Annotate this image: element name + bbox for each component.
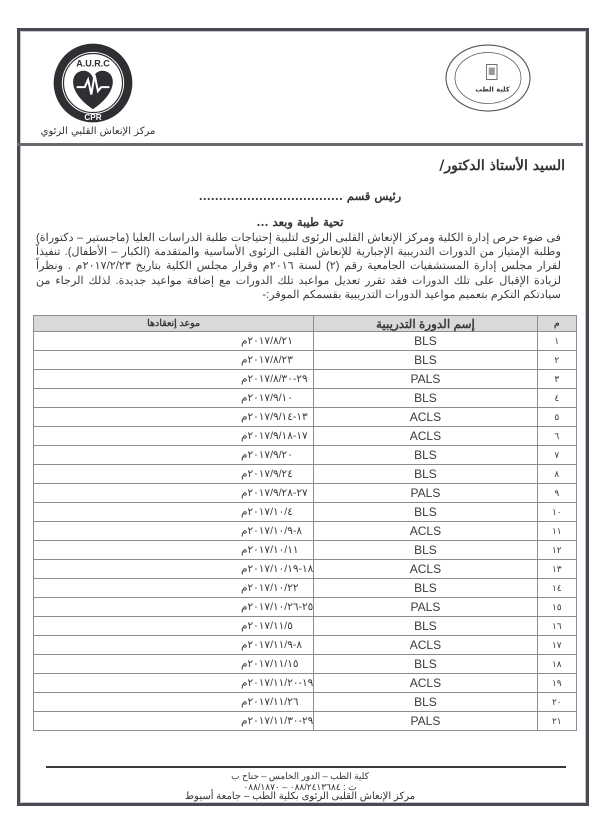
- course-date: ٢٠١٧/١٠/٤م: [34, 503, 314, 522]
- course-name: BLS: [314, 617, 537, 636]
- table-row: [34, 636, 577, 655]
- course-name: PALS: [314, 598, 537, 617]
- table-row: [34, 408, 577, 427]
- salutation: السيد الأستاذ الدكتور/: [439, 158, 565, 174]
- table-row: [34, 712, 577, 731]
- course-date: ٢٠١٧/١٠/٢٢م: [34, 579, 314, 598]
- row-number: ٢١: [537, 712, 576, 731]
- course-date: ٨-٢٠١٧/١٠/٩م: [34, 522, 314, 541]
- course-date: ٢٩-٢٠١٧/١١/٣٠م: [34, 712, 314, 731]
- course-name: PALS: [314, 712, 537, 731]
- footer-address: كلية الطب – الدور الخامس – جناح ب: [231, 771, 369, 781]
- svg-text:كلية الطب: كلية الطب: [475, 85, 510, 94]
- course-date: ١٨-٢٠١٧/١٠/١٩م: [34, 560, 314, 579]
- row-number: ٢: [537, 351, 576, 370]
- course-date: ٢٠١٧/١١/٢٦م: [34, 693, 314, 712]
- row-number: ١٢: [537, 541, 576, 560]
- row-number: ٢٠: [537, 693, 576, 712]
- table-row: [34, 503, 577, 522]
- table-row: [34, 655, 577, 674]
- course-name: PALS: [314, 370, 537, 389]
- course-date: ٢٠١٧/٨/٢١م: [34, 332, 314, 351]
- course-name: BLS: [314, 579, 537, 598]
- course-date: ٢٠١٧/٩/١٠م: [34, 389, 314, 408]
- footer-center-name: مركز الإنعاش القلبى الرئوى بكلية الطب – جامعة أسيوط: [184, 791, 416, 802]
- row-number: ١٨: [537, 655, 576, 674]
- table-row: [34, 522, 577, 541]
- course-date: ٢٠١٧/١١/١٥م: [34, 655, 314, 674]
- table-row: [34, 370, 577, 389]
- table-row: [34, 484, 577, 503]
- course-name: ACLS: [314, 674, 537, 693]
- faculty-of-medicine-crescent-logo-icon: [443, 42, 533, 114]
- course-name: ACLS: [314, 636, 537, 655]
- table-row: [34, 427, 577, 446]
- course-schedule-table: [33, 315, 577, 731]
- table-row: [34, 560, 577, 579]
- row-number: ٨: [537, 465, 576, 484]
- department-head-line: رئيس قسم ....................................: [198, 189, 402, 203]
- course-date: ١٩-٢٠١٧/١١/٢٠م: [34, 674, 314, 693]
- letter-body: فى ضوء حرص إدارة الكلية ومركز الإنعاش القلبى الرئوى لتلبية إحتياجات طلبة الدراسات العليا (ماجستير – دكتوراة) وطلبة الإمتياز من الدورات التدريبية الإجبارية للإنعاش القلبى الرئوى الأساسية والمتقدمة (الكبار – الأطفال). تنفيذاً لقرار مجلس إدارة المستشفيات الجامعية رقم (٢) لسنة ٢٠١٦م وقرار مجلس الكلية بتاريخ ٢٠١٧/٢/٢٣م . ونظراً لزيادة الإقبال على تلك الدورات فقد تقرر تعديل مواعيد تلك الدورات مع إضافة مواعيد جديدة. لذلك الرجاء من سيادتكم التكرم بتعميم مواعيد الدورات التدريبية بقسمكم الموقر:-: [36, 232, 561, 301]
- table-row: [34, 693, 577, 712]
- table-row: [34, 617, 577, 636]
- course-date: ٢٠١٧/٩/٢٤م: [34, 465, 314, 484]
- aurc-caption: مركز الإنعاش القلبي الرئوي: [40, 126, 156, 137]
- course-date: ٢٠١٧/٩/٢٠م: [34, 446, 314, 465]
- course-date: ٢٥-٢٠١٧/١٠/٢٦م: [34, 598, 314, 617]
- course-name: ACLS: [314, 427, 537, 446]
- row-number: ٤: [537, 389, 576, 408]
- row-number: ١٥: [537, 598, 576, 617]
- course-name: BLS: [314, 541, 537, 560]
- table-row: [34, 674, 577, 693]
- row-number: ٣: [537, 370, 576, 389]
- course-date: ١٣-٢٠١٧/٩/١٤م: [34, 408, 314, 427]
- course-date: ٢٠١٧/١٠/١١م: [34, 541, 314, 560]
- course-name: BLS: [314, 503, 537, 522]
- course-date: ٢٠١٧/١١/٥م: [34, 617, 314, 636]
- row-number: ١٣: [537, 560, 576, 579]
- table-row: [34, 351, 577, 370]
- row-number: ١: [537, 332, 576, 351]
- table-row: [34, 465, 577, 484]
- row-number: ١١: [537, 522, 576, 541]
- table-row: [34, 332, 577, 351]
- course-date: ٢٧-٢٠١٧/٩/٢٨م: [34, 484, 314, 503]
- row-number: ٧: [537, 446, 576, 465]
- course-name: ACLS: [314, 522, 537, 541]
- row-number: ٦: [537, 427, 576, 446]
- course-name: ACLS: [314, 408, 537, 427]
- table-row: [34, 579, 577, 598]
- table-row: [34, 389, 577, 408]
- course-name: BLS: [314, 655, 537, 674]
- course-name: PALS: [314, 484, 537, 503]
- row-number: ١٧: [537, 636, 576, 655]
- course-name: BLS: [314, 332, 537, 351]
- footer-phone: ت : ٠٨٨/٢٤١٣٦٨٤ – ٠٨٨/١٨٧٠: [243, 781, 357, 792]
- table-row: [34, 446, 577, 465]
- footer: [0, 771, 600, 803]
- header-course: إسم الدورة التدريبية: [314, 316, 537, 332]
- course-name: BLS: [314, 465, 537, 484]
- greeting: تحية طيبة وبعد ...: [256, 215, 344, 229]
- course-date: ٢٠١٧/٨/٢٣م: [34, 351, 314, 370]
- aurc-cpr-heart-logo-icon: [52, 42, 134, 124]
- course-name: BLS: [314, 693, 537, 712]
- course-date: ١٧-٢٠١٧/٩/١٨م: [34, 427, 314, 446]
- footer-divider: [46, 766, 566, 768]
- svg-text:CPR: CPR: [84, 112, 102, 122]
- header-num: م: [537, 316, 576, 332]
- row-number: ١٩: [537, 674, 576, 693]
- course-name: BLS: [314, 446, 537, 465]
- row-number: ١٦: [537, 617, 576, 636]
- course-name: BLS: [314, 351, 537, 370]
- row-number: ١٠: [537, 503, 576, 522]
- row-number: ٥: [537, 408, 576, 427]
- header-date: موعد إنعقادها: [34, 316, 314, 332]
- row-number: ١٤: [537, 579, 576, 598]
- course-name: ACLS: [314, 560, 537, 579]
- course-date: ٢٩-٢٠١٧/٨/٣٠م: [34, 370, 314, 389]
- table-row: [34, 541, 577, 560]
- table-header-row: [34, 316, 577, 332]
- course-name: BLS: [314, 389, 537, 408]
- table-row: [34, 598, 577, 617]
- svg-text:A.U.R.C: A.U.R.C: [76, 58, 110, 69]
- row-number: ٩: [537, 484, 576, 503]
- course-date: ٨-٢٠١٧/١١/٩م: [34, 636, 314, 655]
